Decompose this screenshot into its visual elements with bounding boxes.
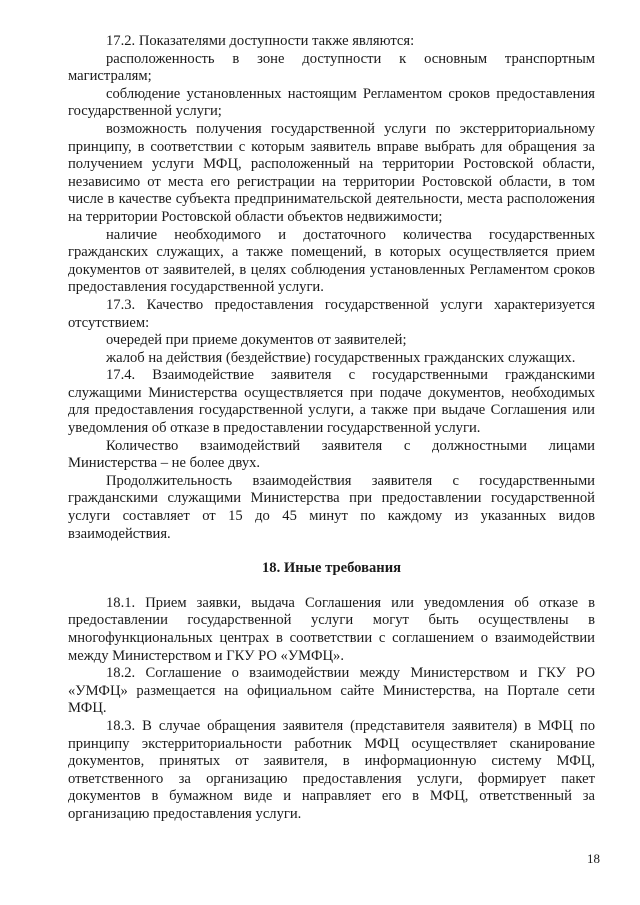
paragraph-interaction-count: Количество взаимодействий заявителя с должностными лицами Министерства – не более двух. xyxy=(68,437,595,472)
paragraph-18-3: 18.3. В случае обращения заявителя (представителя заявителя) в МФЦ по принципу экстерриториальности работник МФЦ осуществляет сканирование документов, принятых от заявителя, в информационную систему МФЦ, ответственного за организацию предоставления услуги, формирует пакет документов в бумажном виде и направляет его в МФЦ, ответственный за организацию предоставления услуги. xyxy=(68,717,595,822)
paragraph-extraterritorial: возможность получения государственной услуги по экстерриториальному принципу, в соответствии с которым заявитель вправе выбрать для обращения за получением услуги МФЦ, расположенный на территории Ростовской области, независимо от места его регистрации на территории Ростовской области, в том числе в качестве субъекта предпринимательской деятельности, места расположения на территории Ростовской области объектов недвижимости; xyxy=(68,120,595,225)
paragraph-interaction-duration: Продолжительность взаимодействия заявителя с государственными гражданскими служащими Министерства при предоставлении государственной услуги составляет от 15 до 45 минут по каждому из указанных видов взаимодействия. xyxy=(68,472,595,542)
page-number: 18 xyxy=(587,851,600,866)
paragraph-queues: очередей при приеме документов от заявителей; xyxy=(106,332,407,349)
paragraph-location: расположенность в зоне доступности к основным транспортным магистралям; xyxy=(68,50,595,85)
section-heading: 18. Иные требования xyxy=(261,560,402,577)
paragraph-18-2: 18.2. Соглашение о взаимодействии между Министерством и ГКУ РО «УМФЦ» размещается на официальном сайте Министерства, на Портале сети МФЦ. xyxy=(68,665,595,717)
document-page xyxy=(68,33,595,824)
paragraph-17-4: 17.4. Взаимодействие заявителя с государственными гражданскими служащими Министерства осуществляется при подаче документов, необходимых для предоставления государственной услуги, а также при выдаче Соглашения или уведомления об отказе в предоставлении государственной услуги. xyxy=(68,367,595,437)
paragraph-deadlines: соблюдение установленных настоящим Регламентом сроков предоставления государственной услуги; xyxy=(68,85,595,120)
paragraph-18-1: 18.1. Прием заявки, выдача Соглашения или уведомления об отказе в предоставлении государственной услуги могут быть осуществлены в многофункциональных центрах в соответствии с соглашением о взаимодействии между Министерством и ГКУ РО «УМФЦ». xyxy=(68,594,595,664)
paragraph-17-3: 17.3. Качество предоставления государственной услуги характеризуется отсутствием: xyxy=(68,296,595,331)
paragraph-complaints: жалоб на действия (бездействие) государственных гражданских служащих. xyxy=(106,349,576,366)
paragraph-staff: наличие необходимого и достаточного количества государственных гражданских служащих, а также помещений, в которых осуществляется прием документов от заявителей, в целях соблюдения установленных Регламентом сроков предоставления государственной услуги. xyxy=(68,226,595,296)
paragraph-17-2: 17.2. Показателями доступности также являются: xyxy=(106,33,415,49)
